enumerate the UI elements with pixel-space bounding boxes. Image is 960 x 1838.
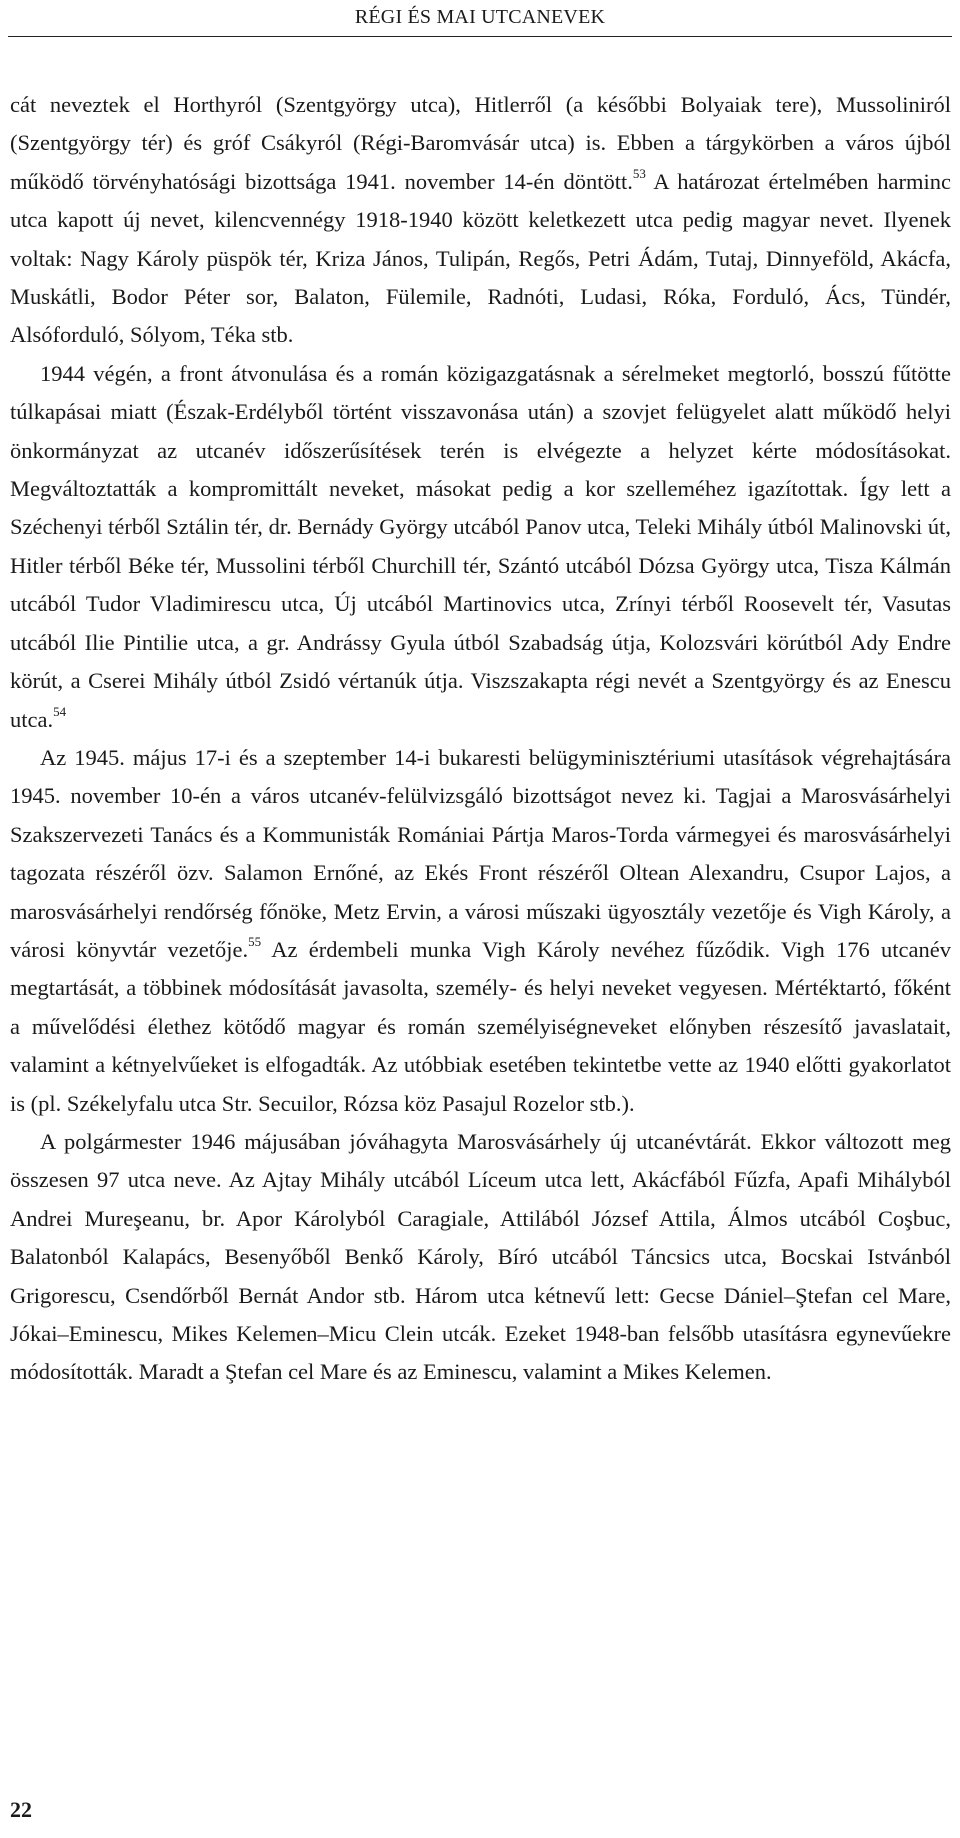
body-text: [10, 86, 951, 1392]
text-run: cát neveztek el Horthyról (Szentgyörgy utca), Hitlerről (a későbbi Bolyaiak tere), Mussoliniról (Szentgyörgy tér) és gróf Csákyról (Régi-Baromvásár utca) is. Ebben a tárgykörben a város újból működő törvényhatósági bizottsága 1941. november 14-én döntött.: [10, 92, 951, 194]
footnote-ref: 55: [248, 933, 262, 949]
header-divider: [8, 36, 952, 37]
text-run: Az 1945. május 17-i és a szeptember 14-i bukaresti belügyminisztériumi utasítások végrehajtására 1945. november 10-én a város utcanév-felülvizsgáló bizottságot nevez ki. Tagjai a Marosvásárhelyi Szakszervezeti Tanács és a Kommunisták Romániai Pártja Maros-Torda vármegyei és marosvásárhelyi tagozata részéről özv. Salamon Ernőné, az Ekés Front részéről Oltean Alexandru, Csupor Lajos, a marosvásárhelyi rendőrség főnöke, Metz Ervin, a városi műszaki ügyosztály vezetője és Vigh Károly, a városi könyvtár vezetője.: [10, 744, 951, 962]
page-number: 22: [10, 1797, 32, 1822]
text-run: Az érdembeli munka Vigh Károly nevéhez fűződik. Vigh 176 utcanév megtartását, a többinek módosítását javasolta, személy- és helyi neveket vegyesen. Mértéktartó, főként a művelődési élethez kötődő magyar és román személyiségneveket előnyben részesítő javaslatait, valamint a kétnyelvűeket is elfogadták. Az utóbbiak esetében tekintetbe vette az 1940 előtti gyakorlatot is (pl. Székelyfalu utca Str. Secuilor, Rózsa köz Pasajul Rozelor stb.).: [10, 936, 951, 1116]
text-run: A polgármester 1946 májusában jóváhagyta Marosvásárhely új utcanévtárát. Ekkor változott meg összesen 97 utca neve. Az Ajtay Mihály utcából Líceum utca lett, Akácfából Fűzfa, Apafi Mihályból Andrei Mureşeanu, br. Apor Károlyból Caragiale, Attilából József Attila, Álmos utcából Coşbuc, Balatonból Kalapács, Besenyőből Benkő Károly, Bíró utcából Táncsics utca, Bocskai Istvánból Grigorescu, Csendőrből Bernát Andor stb. Három utca kétnevű lett: Gecse Dániel–Ştefan cel Mare, Jókai–Eminescu, Mikes Kelemen–Micu Clein utcák. Ezeket 1948-ban felsőbb utasításra egynevűekre módosították. Maradt a Ştefan cel Mare és az Eminescu, valamint a Mikes Kelemen.: [10, 1128, 951, 1385]
text-run: A határozat értelmében harminc utca kapott új nevet, kilencvennégy 1918-1940 között keletkezett utca pedig magyar nevet. Ilyenek voltak: Nagy Károly püspök tér, Kriza János, Tulipán, Regős, Petri Ádám, Tutaj, Dinnyeföld, Akácfa, Muskátli, Bodor Péter sor, Balaton, Fülemile, Radnóti, Ludasi, Róka, Forduló, Ács, Tündér, Alsóforduló, Sólyom, Téka stb.: [10, 168, 951, 348]
footnote-ref: 53: [632, 165, 646, 181]
paragraph: [10, 86, 951, 355]
paragraph: [10, 1123, 951, 1392]
paragraph: [10, 739, 951, 1123]
running-header: RÉGI ÉS MAI UTCANEVEK: [354, 6, 606, 28]
text-run: 1944 végén, a front átvonulása és a román közigazgatásnak a sérelmeket megtorló, bosszú fűtötte túlkapásai miatt (Észak-Erdélyből történt visszavonása után) a szovjet felügyelet alatt működő helyi önkormányzat az utcanév időszerűsítések terén is elvégezte a helyzet kérte módosításokat. Megváltoztatták a kompromittált neveket, másokat pedig a kor szelleméhez igazítottak. Így lett a Széchenyi térből Sztálin tér, dr. Bernády György utcából Panov utca, Teleki Mihály útból Malinovski út, Hitler térből Béke tér, Mussolini térből Churchill tér, Szántó utcából Dózsa György utca, Tisza Kálmán utcából Tudor Vladimirescu utca, Új utcából Martinovics utca, Zrínyi térből Roosevelt tér, Vasutas utcából Ilie Pintilie utca, a gr. Andrássy Gyula útból Szabadság útja, Kolozsvári körútból Ady Endre körút, a Cserei Mihály útból Zsidó vértanúk útja. Viszszakapta régi nevét a Szentgyörgy és az Enescu utca.: [10, 360, 951, 732]
footnote-ref: 54: [53, 703, 67, 719]
paragraph: [10, 355, 951, 739]
